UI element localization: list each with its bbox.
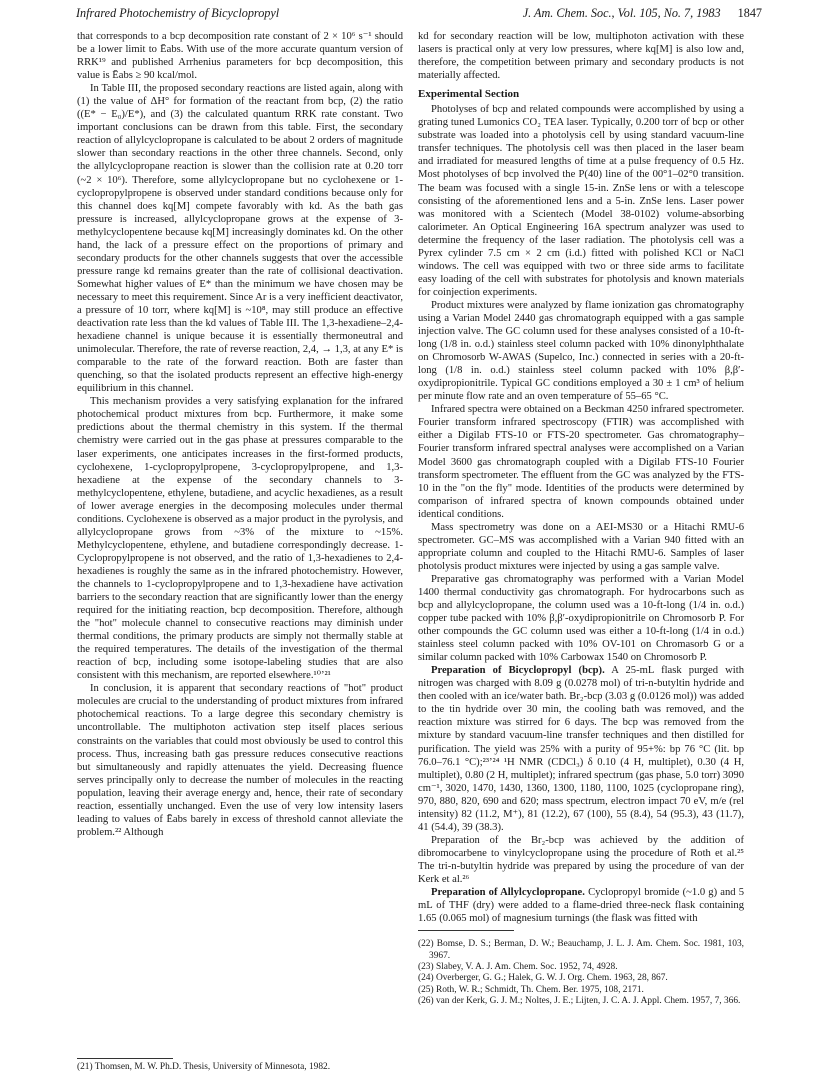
footnote-21: (21) Thomsen, M. W. Ph.D. Thesis, University of Minnesota, 1982. (77, 1062, 331, 1072)
body-paragraph: This mechanism provides a very satisfying explanation for the infrared photochemical product mixtures from bcp. Furthermore, it make some predictions about the thermal chemistry in this system. If the thermal chemistry were carried out in the gas phase at pressures comparable to the laser experiments, one anticipates increases in the first-formed products, cyclohexene, 1-cyclopropylpropene, 3-cyclopropylpropene, and 1,3-hexadiene at the expense of the secondary channels to 3-methylcyclopentene, ethylene, butadiene, and acyclic hexadienes, as a result of lower average energies in the decomposing molecules under thermal conditions. Cyclohexene is observed as a major product in the pyrolysis, and allylcyclopropane grows from ~3% of the mixture to ~15%. Methylcyclopentene, ethylene, and butadiene correspondingly decrease. 1-Cyclopropylpropene is not observed, and the ratio of 1,3-hexadienes to 2,4-hexadienes is roughly the same as in the infrared photochemistry. However, the channels to 1-cyclopropylpropene and to 1,3-hexadiene have activation barriers to the secondary reaction that are significantly lower than the energy required for the initiating reaction, bcp decomposition. Therefore, although the "hot" molecule channel to consecutive reactions may diminish under thermal conditions, the primary products are simply not thermally stable at the required temperatures. The details of the investigation of the thermal reaction of bcp, including some isotope-labeling studies that are also consistent with this mechanism, are reported elsewhere.¹⁰ʼ²¹ (77, 396, 403, 682)
running-title: Infrared Photochemistry of Bicyclopropyl (76, 6, 280, 20)
right-column (418, 30, 744, 1008)
experimental-paragraph: Mass spectrometry was done on a AEI-MS30 or a Hitachi RMU-6 spectrometer. GC–MS was accomplished with a Varian 940 fitted with an appropriate column and coupled to the Hitachi RMU-6. Samples of laser photolysis product mixtures were injected by using a gas sample valve. (418, 521, 744, 572)
experimental-paragraph: Photolyses of bcp and related compounds were accomplished by using a grating tuned Lumonics CO₂ TEA laser. Typically, 0.200 torr of bcp or other substrate was loaded into a photolysis cell by using standard vacuum-line transfer techniques. The photolysis cell was then placed in the laser beam and irradiated for measured lengths of time at a pulse frequency of 0.5 Hz. Most photolyses of bcp involved the P(40) line of the 00°1–02°0 transition. The beam was focused with a single 15-in. ZnSe lens or with a telescope consisting of the aforementioned lens and a 5-in. ZnSe lens. Laser power was monitored with a Scientech (Model 38-0102) volume-absorbing calorimeter. An Optical Engineering 16A spectrum analyzer was used to determine the frequency of the laser radiation. The photolysis cell was a Pyrex cylinder 7.5 cm × 2 cm (i.d.) fitted with polished KCl or NaCl windows. The cell was equipped with two or three side arms to facilitate easy loading of the cell with substrates for photolysis and known materials for coinjection experiments. (418, 104, 744, 298)
reference-list (418, 939, 744, 1007)
journal-header (523, 6, 762, 21)
body-paragraph: kd for secondary reaction will be low, multiphoton activation with these lasers is practical only at very low pressures, where kq[M] is also low and, therefore, the competition between primary and secondary products is not materially affected. (418, 31, 744, 82)
reference-22: (22) Bomse, D. S.; Berman, D. W.; Beauchamp, J. L. J. Am. Chem. Soc. 1981, 103, 3967. (418, 939, 744, 961)
journal-citation: J. Am. Chem. Soc., Vol. 105, No. 7, 1983 (522, 6, 721, 20)
prep-allyl-paragraph (418, 886, 744, 925)
experimental-paragraph: Infrared spectra were obtained on a Beckman 4250 infrared spectrometer. Fourier transform infrared spectroscopy (FTIR) was accomplished with either a Digilab FTS-10 or FTS-20 spectrometer. Gas chromatography–Fourier transform infrared spectral analyses were accomplished on a Varian Model 3600 gas chromatograph coupled with a Digilab FTS-10 Fourier transform spectrometer. The effluent from the GC was analyzed by the FTS-10 in the "on the fly" mode. Identities of the products were determined by comparison of infrared spectra of known compounds obtained under identical conditions. (418, 404, 744, 520)
prep-bcp-text: A 25-mL flask purged with nitrogen was charged with 8.09 g (0.0278 mol) of tri-n-butyltin hydride and then cooled with an ice/water bath. Br₂-bcp (3.03 g (0.0126 mol)) was added to the tin hydride over 30 min, the cooling bath was removed, and the reaction mixture was stirred for 6 days. The bcp was removed from the mixture by standard vacuum-line transfer techniques and then distilled for purification. The yield was 25% with a purity of 95+%: bp 76 °C (lit. bp 76.0–76.1 °C);²³ʼ²⁴ ¹H NMR (CDCl₃) δ 0.10 (4 H, multiplet), 0.30 (4 H, multiplet), 0.80 (2 H, multiplet); infrared spectrum (gas phase, 5.0 torr) 3090 cm⁻¹, 3020, 1470, 1430, 1360, 1300, 1180, 1100, 1025 (cyclopropane ring), 970, 880, 820, 690 and 620; mass spectrum, electron impact 70 eV, m/e (rel intensity) 82 (11.2, M⁺), 81 (12.2), 67 (100), 55 (8.4), 54 (95.3), 43 (11.7), 41 (54.4), 39 (38.3). (418, 665, 744, 833)
left-column (77, 30, 403, 839)
reference-26: (26) van der Kerk, G. J. M.; Noltes, J. E.; Lijten, J. C. A. J. Appl. Chem. 1957, 7, 366. (418, 996, 741, 1007)
body-paragraph: In Table III, the proposed secondary reactions are listed again, along with (1) the value of ΔH° for formation of the reactant from bcp, (2) the ratio ((E* − E₀)/E*), and (3) the calculated quantum RRK rate constant. Two important conclusions can be drawn from this table. First, the secondary reaction of allylcyclopropane is calculated to be about 2 orders of magnitude slower than secondary reactions in the other three channels. Second, only the allylcyclopropane reaction is slower than the collision rate at 0.20 torr (~2 × 10⁶). Therefore, some allylcyclopropane but no cyclohexene or 1-cyclopropylpropene is observed under standard conditions because only for this channel does kq[M] compete favorably with kd. As the bath gas pressure is increased, allylcyclopropane grows at the expense of 3-methylcyclopentene because kq[M] increasingly dominates kd. On the other hand, the lack of a pressure effect on the proportions of primary and secondary products for the other channels suggests that over the accessible pressure range kd remains greater than the rate of collisional deactivation. Somewhat higher values of E* than the minimum we have chosen may be necessary to meet this requirement. Since Ar is a very inefficient deactivator, a pressure of 10 torr, where kq[M] is ~10⁸, may still produce an effective deactivation rate less than the kd values of Table III. The 1,3-hexadiene–2,4-hexadiene channel is unique because it is essentially thermoneutral and unimolecular. Therefore, the rate of reverse reaction, 2,4, → 1,3, at any E* is comparable to the rate of the forward reaction. Both are faster than quenching, so that the isolated products represent an effective high-energy equilibrium in this channel. (77, 83, 403, 395)
left-footnote (77, 1053, 403, 1073)
section-heading: Experimental Section (418, 88, 520, 101)
page-number: 1847 (737, 6, 762, 20)
reference-24: (24) Overberger, G. G.; Halek, G. W. J. Org. Chem. 1963, 28, 867. (418, 973, 668, 984)
run-in-heading: Preparation of Allylcyclopropane. (431, 887, 585, 899)
body-paragraph: that corresponds to a bcp decomposition rate constant of 2 × 10⁶ s⁻¹ should be a lower limit to Ēabs. With use of the more accurate quantum version of RRK¹⁹ and published Arrhenius parameters for bcp decomposition, this value is Ēabs ≥ 90 kcal/mol. (77, 31, 403, 82)
footnote-rule (418, 930, 514, 931)
run-in-heading: Preparation of Bicyclopropyl (bcp). (431, 665, 605, 677)
footnote-rule (77, 1058, 173, 1059)
experimental-paragraph: Product mixtures were analyzed by flame ionization gas chromatography using a Varian Model 2440 gas chromatograph equipped with a gas sample injection valve. The GC column used for these analyses consisted of a 10-ft-long (1/8 in. o.d.) stainless steel column packed with 10% dinonylphthalate on Chromosorb W-AWAS (Supelco, Inc.) connected in series with a 20-ft-long (1/8 in. o.d.) stainless steel column packed with 10% β,β′-oxydipropionitrile. Typical GC conditions employed a 30 ± 1 cm³ of helium per minute flow rate and an oven temperature of 55–65 °C. (418, 299, 744, 403)
experimental-paragraph: Preparative gas chromatography was performed with a Varian Model 1400 thermal conductivity gas chromatograph. For hydrocarbons such as bcp and allylcyclopropane, the column used was a 10-ft-long (1/4 in. o.d.) copper tube packed with 10% β,β′-oxydipropionitrile on Chromosorb P. For other compounds the GC column used was either a 10-ft-long (1/4 in o.d.) stainless steel column packed with 10% OV-101 on Chromasorb G or a similar column packed with 10% Carbowax 1540 on Chromosorb P. (418, 573, 744, 664)
body-paragraph: In conclusion, it is apparent that secondary reactions of "hot" product molecules are crucial to the understanding of product mixtures from infrared photochemical reactions. To a large degree this secondary chemistry is uncontrollable. The multiphoton activation step itself places serious constraints on the variables that could most obviously be used to control this process. Thus, increasing bath gas pressure reduces consecutive reactions but simultaneously and rapidly attenuates the yield. Decreasing fluence serves principally only to decrease the number of molecules in the reacting population, leaving their average energy and, hence, their rate of secondary reaction, essentially unchanged. Even the use of very low intensity lasers leading to values of Ēabs barely in excess of threshold cannot alleviate the problem.²² Although (77, 683, 403, 838)
reference-23: (23) Slabey, V. A. J. Am. Chem. Soc. 1952, 74, 4928. (418, 962, 618, 972)
prep-allyl-text: Cyclopropyl bromide (~1.0 g) and 5 mL of THF (dry) were added to a flame-dried three-neck flask containing 1.65 (0.065 mol) of magnesium turnings (the flask was fitted with (418, 887, 744, 925)
reference-25: (25) Roth, W. R.; Schmidt, Th. Chem. Ber. 1975, 108, 2171. (418, 984, 644, 995)
prep-bcp-paragraph (418, 664, 744, 834)
br2-prep-paragraph: Preparation of the Br₂-bcp was achieved by the addition of dibromocarbene to vinylcyclopropane using the procedure of Roth et al.²⁵ The tri-n-butyltin hydride was prepared by using the procedure of van der Kerk et al.²⁶ (418, 834, 744, 885)
